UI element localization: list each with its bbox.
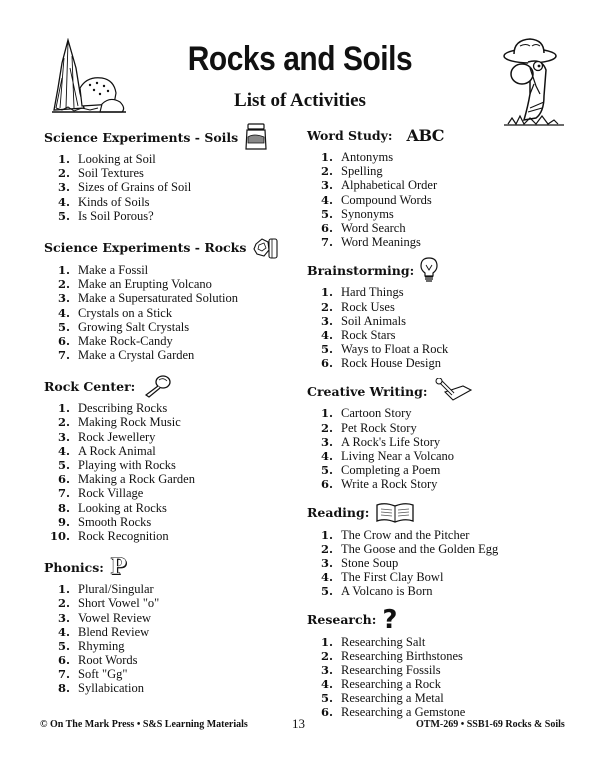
list-item: 5. Playing with Rocks	[57, 458, 176, 472]
crystals-icon	[252, 236, 280, 260]
list-item: 3. Stone Soup	[320, 555, 399, 570]
pencil-paper-icon	[433, 378, 473, 404]
section-phonics	[44, 556, 294, 696]
section-word-study	[307, 124, 577, 249]
list-item: 3. Sizes of Grains of Soil	[57, 180, 192, 195]
list-item: 4. Crystals on a Stick	[57, 305, 173, 320]
list-item: 4. Researching a Rock	[320, 677, 441, 692]
list-item: 4. Blend Review	[57, 624, 150, 639]
list-item: 5. Completing a Poem	[320, 463, 441, 478]
footer-copyright: © On The Mark Press • S&S Learning Materials	[40, 719, 248, 730]
section-rock-center	[44, 375, 294, 543]
worm-cowboy-mascot-icon	[500, 36, 570, 137]
section-heading: Creative Writing:	[307, 383, 428, 399]
list-item: 2. Researching Birthstones	[320, 648, 463, 663]
list-item: 2. Make an Erupting Volcano	[57, 277, 212, 292]
activity-list	[307, 528, 577, 599]
list-item: 2. Short Vowel "o"	[57, 596, 160, 611]
section-heading: Research:	[307, 612, 377, 627]
open-book-icon	[375, 501, 415, 525]
section-creative-writing	[307, 380, 577, 491]
activity-list	[307, 285, 577, 370]
section-heading: Science Experiments - Rocks	[44, 240, 247, 256]
activity-list	[307, 406, 577, 491]
list-item: 6. Making a Rock Garden	[57, 472, 195, 487]
activity-list	[44, 582, 294, 696]
list-item: 1. Describing Rocks	[57, 401, 168, 416]
list-item: 6. Write a Rock Story	[320, 477, 438, 492]
list-item: 8. Syllabication	[57, 681, 144, 696]
list-item: 5. Researching a Metal	[320, 691, 444, 706]
list-item: 5. Is Soil Porous?	[57, 208, 154, 223]
magnifying-glass-icon	[141, 374, 173, 398]
list-item: 4. The First Clay Bowl	[320, 570, 444, 585]
list-item: 3. Alphabetical Order	[320, 178, 438, 193]
list-item: 6. Root Words	[57, 653, 138, 668]
list-item: 1. The Crow and the Pitcher	[320, 527, 470, 542]
list-item: 3. Make a Supersaturated Solution	[57, 291, 239, 306]
page-number: 13	[292, 716, 305, 731]
list-item: 6. Word Search	[320, 220, 406, 235]
list-item: 5. Rhyming	[57, 638, 125, 653]
list-item: 5. Synonyms	[320, 206, 394, 221]
list-item: 5. Ways to Float a Rock	[320, 342, 449, 357]
section-heading: Science Experiments - Soils	[44, 129, 239, 145]
list-item: 1. Researching Salt	[320, 634, 426, 649]
list-item: 1. Looking at Soil	[57, 152, 156, 166]
list-item: 2. Spelling	[320, 164, 383, 179]
left-column	[44, 126, 294, 696]
list-item: 1. Make a Fossil	[57, 262, 149, 277]
list-item: 8. Looking at Rocks	[57, 500, 167, 515]
section-heading: Word Study:	[307, 127, 393, 143]
right-column	[307, 124, 577, 720]
section-heading: Phonics:	[44, 559, 104, 575]
question-mark-icon: ?	[382, 604, 398, 635]
list-item: 4. Living Near a Volcano	[320, 449, 455, 463]
section-science-soils	[44, 126, 294, 223]
list-item: 2. Rock Uses	[320, 299, 395, 314]
list-item: 4. Kinds of Soils	[57, 194, 150, 209]
list-item: 5. A Volcano is Born	[320, 584, 433, 599]
footer-product-code: OTM-269 • SSB1-69 Rocks & Soils	[416, 719, 565, 730]
section-heading: Rock Center:	[44, 378, 136, 394]
list-item: 2. Making Rock Music	[57, 415, 181, 430]
list-item: 7. Rock Village	[57, 486, 144, 501]
list-item: 1. Hard Things	[320, 285, 404, 300]
page-subtitle: List of Activities	[234, 90, 366, 111]
list-item: 3. Researching Fossils	[320, 662, 441, 677]
list-item: 1. Cartoon Story	[320, 406, 412, 421]
list-item: 4. Rock Stars	[320, 327, 396, 342]
list-item: 4. A Rock Animal	[57, 443, 156, 458]
list-item: 7. Soft "Gg"	[57, 667, 128, 682]
list-item: 2. Soil Textures	[57, 166, 144, 181]
list-item: 2. Pet Rock Story	[320, 420, 417, 435]
section-brainstorming	[307, 259, 577, 370]
list-item: 1. Plural/Singular	[57, 582, 154, 597]
section-heading: Reading:	[307, 505, 370, 521]
page-title: Rocks and Soils	[187, 40, 413, 78]
list-item: 3. Soil Animals	[320, 313, 406, 328]
list-item: 6. Rock House Design	[320, 356, 441, 371]
list-item: 3. A Rock's Life Story	[320, 434, 441, 449]
list-item: 3. Rock Jewellery	[57, 429, 156, 444]
list-item: 5. Growing Salt Crystals	[57, 319, 190, 334]
list-item: 3. Vowel Review	[57, 610, 152, 625]
activity-list	[44, 401, 294, 543]
list-item: 7. Word Meanings	[320, 235, 421, 250]
activity-list	[307, 635, 577, 720]
section-heading: Brainstorming:	[307, 262, 415, 278]
list-item: 2. The Goose and the Golden Egg	[320, 541, 499, 556]
list-item: 9. Smooth Rocks	[57, 514, 152, 529]
list-item: 1. Antonyms	[320, 150, 394, 164]
list-item: 6. Make Rock-Candy	[57, 333, 173, 348]
section-research	[307, 604, 577, 720]
activity-list	[307, 150, 577, 249]
light-bulb-icon	[420, 257, 438, 283]
abc-letters-icon: ABC	[406, 125, 445, 145]
section-science-rocks	[44, 237, 294, 362]
list-item: 6. Researching a Gemstone	[320, 705, 466, 720]
activity-list	[44, 263, 294, 362]
soil-jar-icon	[244, 123, 268, 151]
list-item: 7. Make a Crystal Garden	[57, 348, 195, 363]
letter-p-icon: P	[109, 554, 127, 581]
section-reading	[307, 502, 577, 599]
activity-list	[44, 152, 294, 223]
list-item: 10. Rock Recognition	[49, 528, 169, 543]
list-item: 4. Compound Words	[320, 192, 432, 207]
